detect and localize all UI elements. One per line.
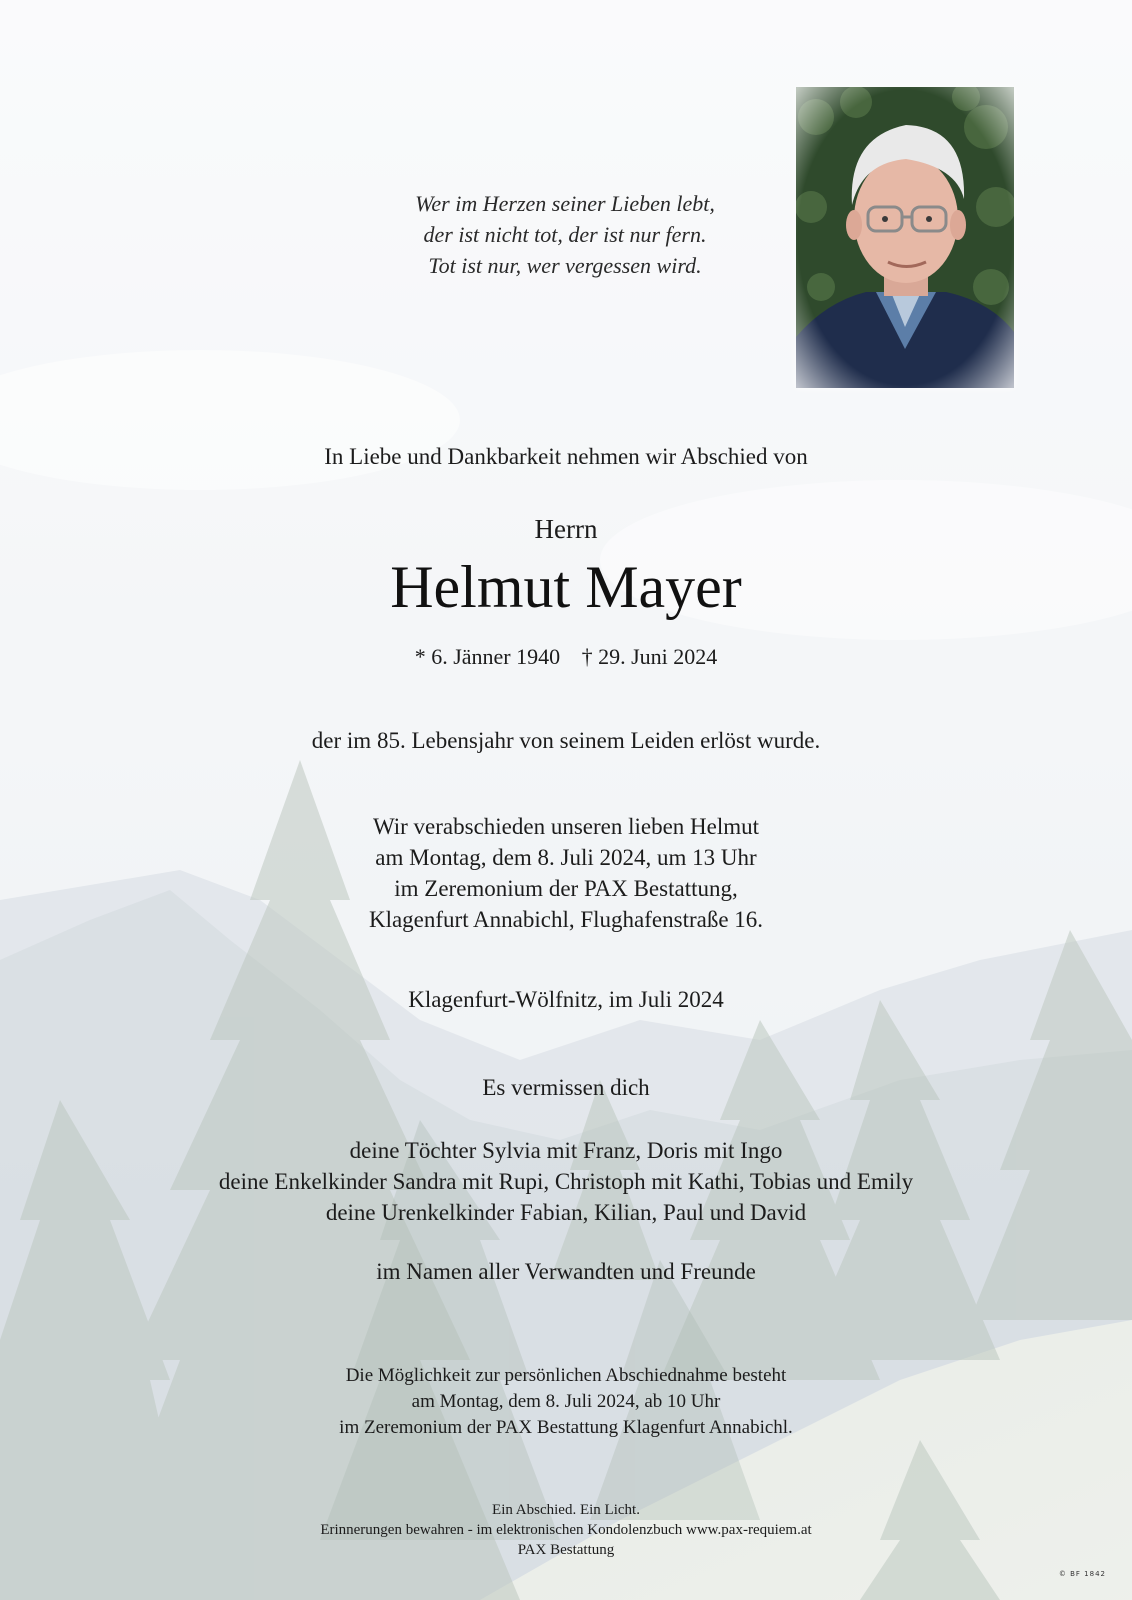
- death-date: † 29. Juni 2024: [581, 644, 718, 669]
- portrait-photo: [796, 87, 1014, 388]
- footer-line: Ein Abschied. Ein Licht.: [492, 1502, 640, 1518]
- motto-line: Wer im Herzen seiner Lieben lebt,: [415, 191, 715, 216]
- farewell-line: Die Möglichkeit zur persönlichen Abschiednahme besteht: [345, 1365, 787, 1386]
- family-line: deine Urenkelkinder Fabian, Kilian, Paul und David: [325, 1200, 807, 1225]
- farewell-viewing-info: [0, 1363, 1132, 1441]
- salutation: Herrn: [534, 514, 598, 544]
- birth-date: * 6. Jänner 1940: [414, 644, 561, 669]
- footer-line-condolence-link[interactable]: Erinnerungen bewahren - im elektronischen Kondolenzbuch www.pax-requiem.at: [320, 1522, 812, 1538]
- family-list: [0, 1135, 1132, 1228]
- footer: [0, 1500, 1132, 1560]
- ceremony-line: im Zeremonium der PAX Bestattung,: [394, 876, 738, 901]
- family-line: deine Enkelkinder Sandra mit Rupi, Christoph mit Kathi, Tobias und Emily: [218, 1169, 914, 1194]
- ceremony-details: [0, 811, 1132, 935]
- copyright-mark: © BF 1842: [1058, 1570, 1106, 1578]
- ceremony-line: Klagenfurt Annabichl, Flughafenstraße 16.: [368, 907, 764, 932]
- footer-line: PAX Bestattung: [517, 1542, 615, 1558]
- farewell-line: am Montag, dem 8. Juli 2024, ab 10 Uhr: [411, 1391, 721, 1412]
- deceased-name: Helmut Mayer: [390, 554, 742, 620]
- intro-text: In Liebe und Dankbarkeit nehmen wir Abschied von: [324, 444, 808, 469]
- life-dates: [0, 644, 1132, 670]
- ceremony-line: Wir verabschieden unseren lieben Helmut: [372, 814, 760, 839]
- age-line: der im 85. Lebensjahr von seinem Leiden erlöst wurde.: [311, 728, 821, 753]
- memorial-motto: [330, 188, 800, 281]
- place-date: Klagenfurt-Wölfnitz, im Juli 2024: [408, 987, 724, 1012]
- farewell-line: im Zeremonium der PAX Bestattung Klagenfurt Annabichl.: [339, 1417, 793, 1438]
- missed-heading: Es vermissen dich: [482, 1075, 650, 1100]
- motto-line: der ist nicht tot, der ist nur fern.: [423, 222, 707, 247]
- ceremony-line: am Montag, dem 8. Juli 2024, um 13 Uhr: [375, 845, 757, 870]
- relatives-line: im Namen aller Verwandten und Freunde: [376, 1259, 756, 1284]
- family-line: deine Töchter Sylvia mit Franz, Doris mit Ingo: [349, 1138, 783, 1163]
- motto-line: Tot ist nur, wer vergessen wird.: [428, 253, 702, 278]
